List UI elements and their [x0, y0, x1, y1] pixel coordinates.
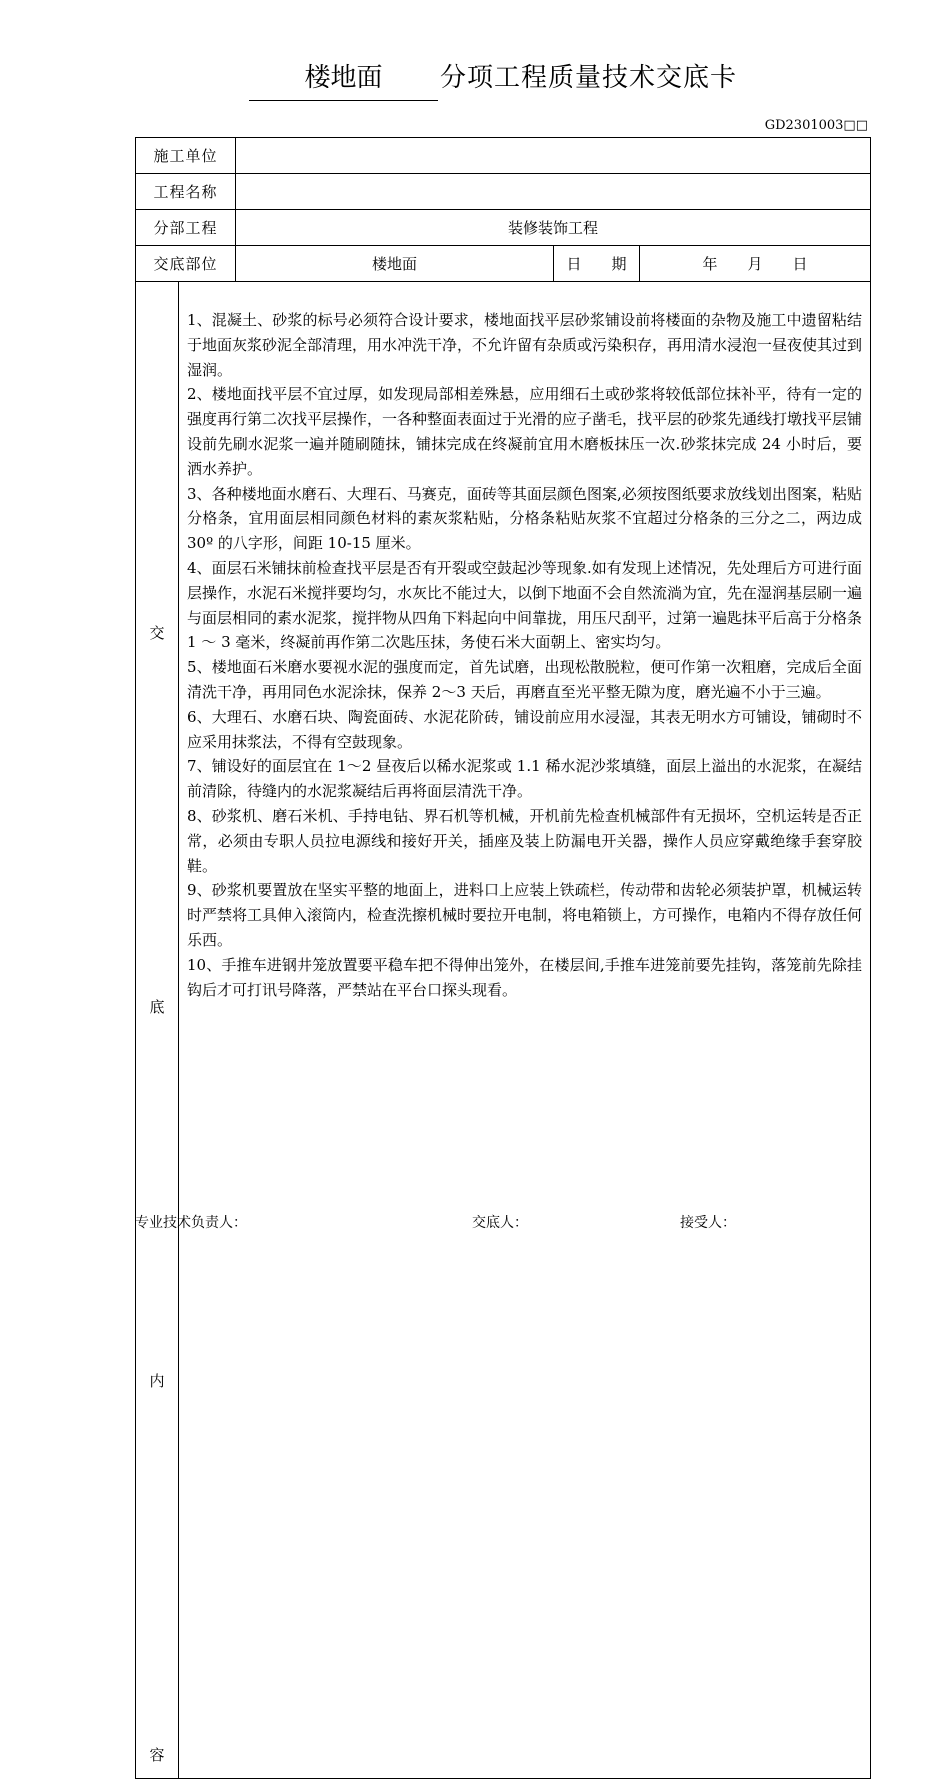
content-item: 4、面层石米铺抹前检查找平层是否有开裂或空鼓起沙等现象.如有发现上述情况，先处理后方可进行面层操作，水泥石米搅拌要均匀，水灰比不能过大，以倒下地面不会自然流淌为宜，先在湿润基层刷一遍与面层相同的素水泥浆，搅拌物从四角下料起向中间靠拢，用压尺刮平，过第一遍匙抹平后高于分格条 1 ～ 3 毫米，终凝前再作第二次匙压抹，务使石米大面朝上、密实均匀。 — [187, 558, 863, 652]
tech-lead-signature-label: 专业技术负责人： — [135, 1215, 247, 1231]
content-item: 5、楼地面石米磨水要视水泥的强度而定，首先试磨，出现松散脱粒，便可作第一次粗磨，完成后全面清洗干净，再用同色水泥涂抹，保养 2～3 天后，再磨直至光平整无隙为度，磨光遍不小于三遍。 — [187, 658, 863, 701]
receiver-signature-label: 接受人： — [680, 1215, 736, 1231]
sub-project-label: 分部工程 — [136, 210, 236, 246]
content-label-char: 交 — [149, 624, 165, 642]
content-item: 2、楼地面找平层不宜过厚，如发现局部相差殊悬，应用细石土或砂浆将较低部位抹补平，待有一定的强度再行第二次找平层操作，一各种整面表面过于光滑的应子凿毛，找平层的砂浆先通线打墩找平层铺设前先刷水泥浆一遍并随刷随抹，铺抹完成在终凝前宜用木磨板抹压一次.砂浆抹完成 24 小时后，要洒水养护。 — [187, 385, 863, 478]
discloser-signature-label: 交底人： — [472, 1215, 528, 1231]
construction-unit-label: 施工单位 — [136, 138, 236, 174]
page-title — [0, 60, 950, 100]
row-sub-project — [136, 210, 871, 246]
content-label — [136, 282, 179, 1779]
content-item: 6、大理石、水磨石块、陶瓷面砖、水泥花阶砖，铺设前应用水浸湿，其表无明水方可铺设，铺砌时不应采用抹浆法，不得有空鼓现象。 — [187, 707, 863, 751]
row-project-name — [136, 174, 871, 210]
sub-project-value: 装修装饰工程 — [236, 210, 871, 246]
content-item: 1、混凝土、砂浆的标号必须符合设计要求，楼地面找平层砂浆铺设前将楼面的杂物及施工中遗留粘结于地面灰浆砂泥全部清理，用水冲洗干净，不允许留有杂质或污染积存，再用清水浸泡一昼夜使其过到湿润。 — [187, 311, 863, 379]
content-item: 7、铺设好的面层宜在 1～2 昼夜后以稀水泥浆或 1.1 稀水泥沙浆填缝，面层上溢出的水泥浆，在凝结前清除，待缝内的水泥浆凝结后再将面层清洗干净。 — [187, 757, 863, 801]
row-content — [136, 282, 871, 1779]
content-label-char: 内 — [149, 1372, 165, 1390]
project-name-label: 工程名称 — [136, 174, 236, 210]
disclosure-card-table — [135, 137, 871, 1779]
content-item: 3、各种楼地面水磨石、大理石、马赛克，面砖等其面层颜色图案,必须按图纸要求放线划出图案，粘贴分格条，宜用面层相同颜色材料的素灰浆粘贴，分格条粘贴灰浆不宜超过分格条的三分之二，两边成 30º 的八字形，间距 10-15 厘米。 — [187, 484, 863, 553]
date-value[interactable]: 年 月 日 — [640, 246, 871, 282]
content-item: 8、砂浆机、磨石米机、手持电钻、界石机等机械，开机前先检查机械部件有无损坏，空机运转是否正常，必须由专职人员拉电源线和接好开关，插座及装上防漏电开关器，操作人员应穿戴绝缘手套穿胶鞋。 — [187, 806, 863, 875]
row-disclosure-part — [136, 246, 871, 282]
disclosure-part-label: 交底部位 — [136, 246, 236, 282]
content-item: 9、砂浆机要置放在坚实平整的地面上，进料口上应装上铁疏栏，传动带和齿轮必须装护罩，机械运转时严禁将工具伸入滚筒内，检查洗擦机械时要拉开电制，将电箱锁上，方可操作，电箱内不得存放任何乐西。 — [187, 881, 863, 949]
project-name-field[interactable] — [236, 174, 871, 210]
content-body — [179, 282, 871, 1779]
content-item: 10、手推车进钢井笼放置要平稳车把不得伸出笼外，在楼层间,手推车进笼前要先挂钩，落笼前先除挂钩后才可打讯号降落，严禁站在平台口探头现看。 — [187, 955, 863, 999]
disclosure-part-value: 楼地面 — [236, 246, 554, 282]
content-label-char: 容 — [149, 1746, 165, 1764]
document-code: GD2301003□□ — [764, 118, 868, 133]
content-label-char: 底 — [149, 998, 165, 1016]
date-label: 日 期 — [554, 246, 640, 282]
title-text: 分项工程质量技术交底卡 — [440, 63, 738, 93]
title-subject: 楼地面 — [249, 60, 438, 101]
row-construction-unit — [136, 138, 871, 174]
construction-unit-field[interactable] — [236, 138, 871, 174]
